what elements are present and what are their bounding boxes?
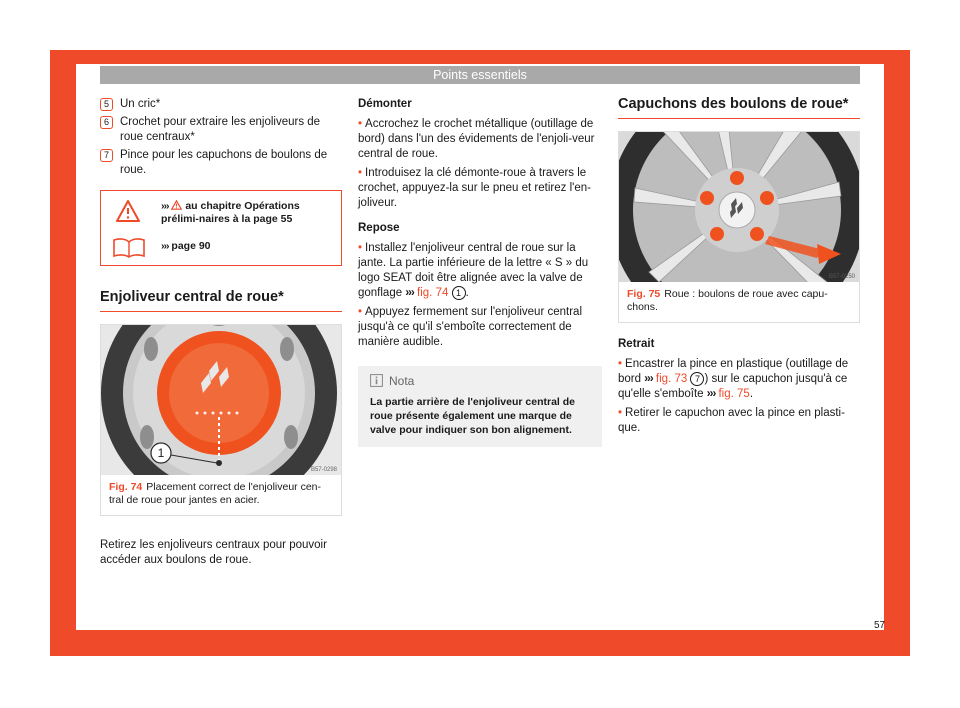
note-box — [358, 366, 602, 447]
page-number: 57 — [874, 620, 886, 631]
callout-number: 1 — [452, 286, 466, 300]
bullet-item: • Encastrer la pince en plastique (outillage de bord ››› fig. 73 7 ) sur le capuchon jusqu'à ce qu'elle s'emboîte ››› fig. 75. — [618, 358, 849, 400]
bullet-item: • Retirer le capuchon avec la pince en plasti-que. — [618, 407, 845, 434]
section-enjoliveur — [100, 290, 342, 568]
figure-callout-1: 1 — [157, 446, 165, 460]
figure-74 — [100, 324, 342, 516]
figure-label: Fig. 74 — [109, 481, 143, 493]
legend-number: 5 — [100, 98, 113, 111]
section-title: Enjoliveur central de roue* — [100, 290, 342, 312]
note-text: La partie arrière de l'enjoliveur central de roue présente également une marque de valve pour indiquer son bon alignement. — [370, 396, 575, 436]
figure-link[interactable]: fig. 74 — [417, 287, 449, 299]
bullet-item: • Accrochez le crochet métallique (outillage de bord) dans l'un des évidements de l'enjoli-veur central de roue. — [358, 118, 595, 160]
figure-caption: Fig. 74 Placement correct de l'enjoliveur cen-tral de roue pour jantes en acier. — [109, 481, 322, 506]
heading-retrait: Retrait — [618, 338, 655, 350]
legend-number: 7 — [100, 149, 113, 162]
bullet-item: • Installez l'enjoliveur central de roue sur la jante. La partie inférieure de la lettre « S » du logo SEAT doit être alignée avec la valve de gonflage ››› fig. 74 1 . — [358, 242, 589, 299]
warning-small-icon — [171, 200, 182, 210]
figure-code: B57-0298 — [310, 467, 337, 473]
figure-code: B57-0250 — [828, 274, 855, 280]
section-title: Capuchons des boulons de roue* — [618, 97, 860, 119]
body-text: Retirez les enjoliveurs centraux pour pouvoir accéder aux boulons de roue. — [100, 539, 327, 566]
legend-item — [100, 97, 342, 112]
note-header: Nota — [370, 374, 592, 389]
reference-box — [100, 190, 342, 266]
legend-text: Un cric* — [120, 98, 161, 110]
legend-item — [100, 148, 342, 178]
book-icon — [111, 235, 147, 259]
column-middle — [358, 97, 602, 447]
figure-link[interactable]: fig. 75 — [718, 388, 750, 400]
figure-caption: Fig. 75 Roue : boulons de roue avec capu-chons. — [627, 288, 828, 313]
figure-75 — [618, 131, 860, 323]
column-right — [618, 97, 860, 440]
page-reference[interactable]: ››› page 90 — [161, 240, 211, 252]
info-icon — [370, 374, 383, 387]
warning-triangle-icon — [115, 199, 141, 223]
page-header: Points essentiels — [100, 66, 860, 84]
legend-item — [100, 115, 342, 145]
warning-reference[interactable]: ››› au chapitre Opérations prélimi-naires à la page 55 — [161, 200, 300, 225]
bullet-item: • Appuyez fermement sur l'enjoliveur central jusqu'à ce qu'il s'emboîte correctement de manière audible. — [358, 306, 582, 348]
legend-text: Pince pour les capuchons de boulons de roue. — [120, 149, 328, 176]
callout-number: 7 — [690, 372, 704, 386]
figure-label: Fig. 75 — [627, 288, 661, 300]
legend-text: Crochet pour extraire les enjoliveurs de roue centraux* — [120, 116, 321, 143]
heading-demonter: Démonter — [358, 98, 412, 110]
figure-link[interactable]: fig. 73 — [655, 373, 688, 385]
hubcap-image — [101, 325, 341, 475]
bullet-item: • Introduisez la clé démonte-roue à travers le crochet, appuyez-la sur le pneu et retirez l'en-joliveur. — [358, 167, 591, 209]
wheel-bolt-caps-image — [619, 132, 859, 282]
legend-number: 6 — [100, 116, 113, 129]
heading-repose: Repose — [358, 222, 400, 234]
column-left — [100, 97, 342, 568]
